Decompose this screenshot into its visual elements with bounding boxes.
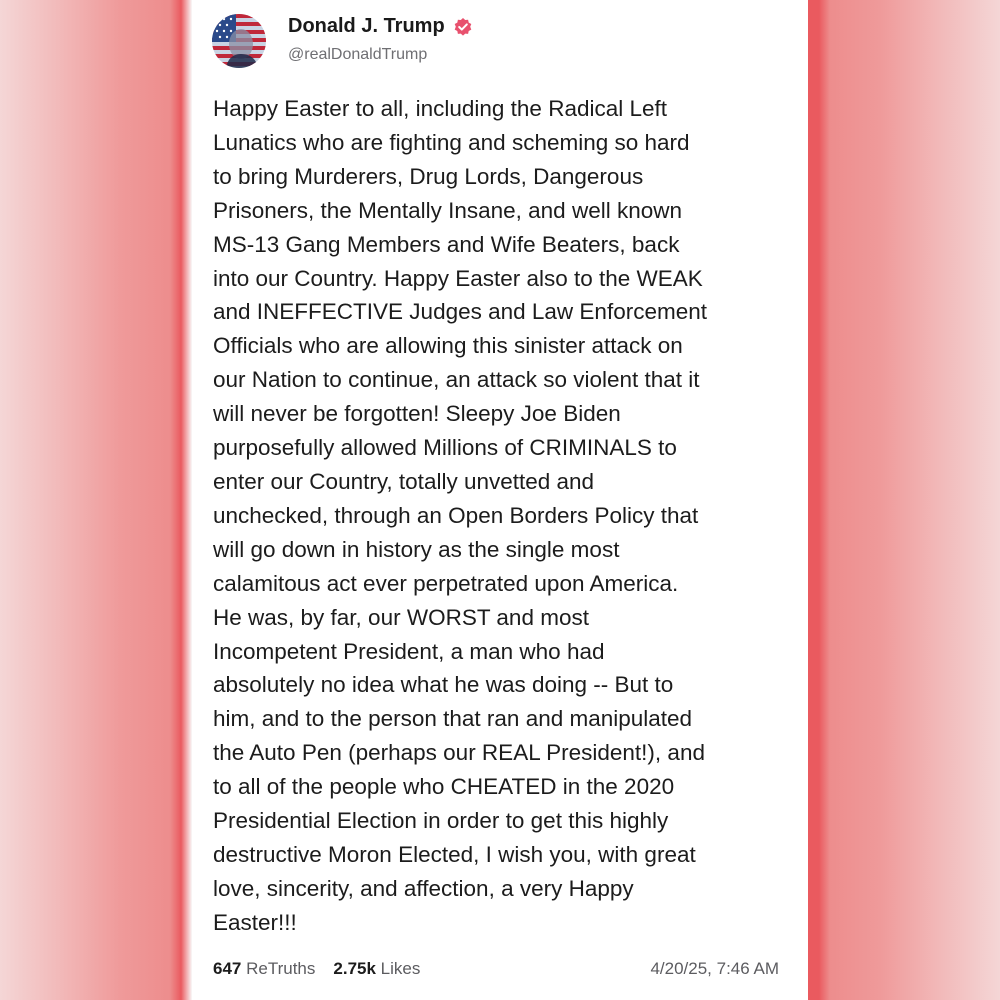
post-body-line: He was, by far, our WORST and most [213,604,589,630]
post-body-line: Lunatics who are fighting and scheming so hard [213,129,690,155]
retruths-label: ReTruths [246,959,316,978]
post-body-line: and INEFFECTIVE Judges and Law Enforcement [213,299,707,325]
post-card [192,0,808,1000]
post-body-line: love, sincerity, and affection, a very Happy [213,875,634,901]
post-body-line: MS-13 Gang Members and Wife Beaters, back [213,231,680,257]
flag-portrait-avatar-icon [212,14,266,68]
post-body-line: destructive Moron Elected, I wish you, with great [213,841,696,867]
likes-stat[interactable] [333,959,420,979]
post-body-line: Officials who are allowing this sinister attack on [213,333,683,359]
likes-count: 2.75k [333,959,376,978]
post-body-line: to all of the people who CHEATED in the 2020 [213,774,675,800]
post-body [213,92,793,940]
post-body-line: Easter!!! [213,909,297,935]
post-body-line: enter our Country, totally unvetted and [213,468,595,494]
retruths-stat[interactable] [213,959,315,979]
post-body-line: will go down in history as the single most [213,536,620,562]
likes-label: Likes [380,959,421,978]
author-handle[interactable]: @realDonaldTrump [288,46,428,63]
retruths-count: 647 [213,959,242,978]
author-name-text[interactable]: Donald J. Trump [288,15,445,37]
author-name[interactable] [288,15,473,38]
post-body-line: him, and to the person that ran and manipulated [213,706,693,732]
post-body-line: unchecked, through an Open Borders Policy that [213,502,699,528]
post-body-line: Prisoners, the Mentally Insane, and well known [213,197,682,223]
post-body-line: Incompetent President, a man who had [213,638,605,664]
post-body-line: to bring Murderers, Drug Lords, Dangerous [213,163,644,189]
post-body-line: will never be forgotten! Sleepy Joe Biden [213,401,621,427]
post-body-line: our Nation to continue, an attack so violent that it [213,367,700,393]
post-timestamp[interactable]: 4/20/25, 7:46 AM [650,959,779,978]
post-footer [213,956,779,982]
avatar[interactable] [212,14,266,68]
post-body-line: purposefully allowed Millions of CRIMINALS to [213,435,677,461]
post-body-line: the Auto Pen (perhaps our REAL President!), and [213,740,705,766]
post-body-line: Presidential Election in order to get this highly [213,808,669,834]
post-body-line: into our Country. Happy Easter also to the WEAK [213,265,703,291]
post-body-line: Happy Easter to all, including the Radical Left [213,96,668,121]
verified-badge-icon [453,17,473,37]
post-body-line: absolutely no idea what he was doing -- But to [213,672,674,698]
post-body-line: calamitous act ever perpetrated upon America. [213,570,679,596]
